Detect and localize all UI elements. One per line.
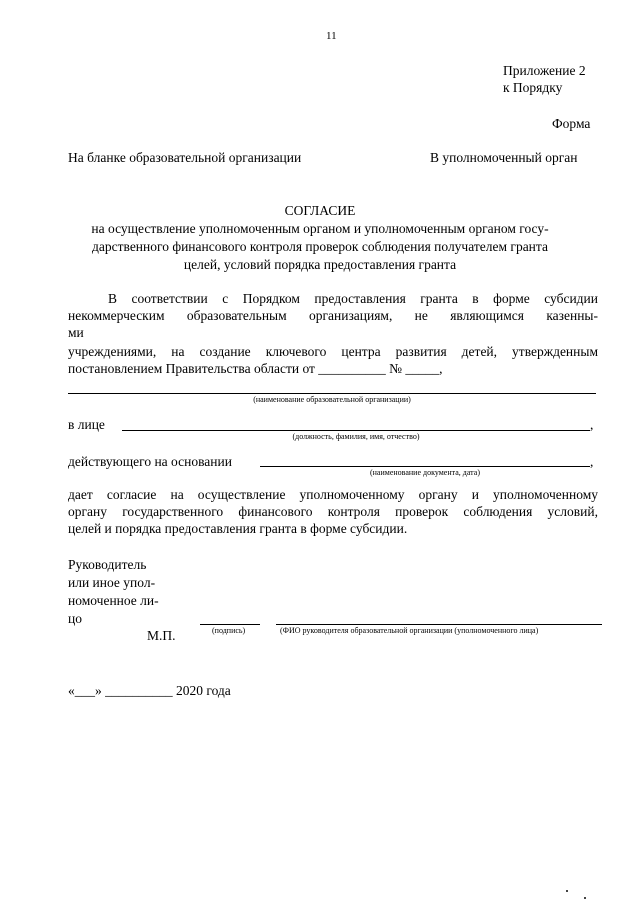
in-person-comma: ,	[590, 417, 594, 432]
scan-speck	[566, 890, 568, 892]
title-subline-2: дарственного финансового контроля проверок соблюдения получателем гранта	[92, 239, 548, 254]
in-person-line[interactable]	[122, 430, 590, 431]
scan-speck	[584, 897, 586, 899]
signer-title-line-1: Руководитель	[68, 557, 147, 572]
appendix-label: Приложение 2	[503, 63, 586, 78]
letterhead-note: На бланке образовательной организации	[68, 150, 302, 165]
signature-caption: (подпись)	[212, 626, 246, 635]
form-label: Форма	[552, 116, 591, 131]
basis-label: действующего на основании	[68, 454, 232, 469]
basis-line[interactable]	[260, 466, 590, 467]
basis-comma: ,	[590, 454, 594, 469]
paragraph-2-line-1: дает согласие на осуществление уполномоченному органу и уполномоченному	[68, 487, 598, 502]
paragraph-2-line-3: целей и порядка предоставления гранта в форме субсидии.	[68, 521, 408, 536]
appendix-reference: к Порядку	[503, 80, 563, 95]
paragraph-1-line-3: ми	[68, 325, 84, 340]
paragraph-1-line-5: постановлением Правительства области от __________ № _____,	[68, 361, 443, 376]
stamp-placeholder: М.П.	[147, 628, 176, 643]
signer-name-caption: (ФИО руководителя образовательной организации (уполномоченного лица)	[280, 626, 539, 635]
addressee: В уполномоченный орган	[430, 150, 578, 165]
signer-name-line[interactable]	[276, 624, 602, 625]
basis-caption: (наименование документа, дата)	[369, 468, 480, 477]
paragraph-2-line-2: органу государственного финансового контроля проверок соблюдения условий,	[68, 504, 598, 519]
paragraph-1-line-2: некоммерческим образовательным организациям, не являющимся казенны-	[68, 308, 598, 323]
page-number: 11	[326, 30, 337, 42]
title-subline-3: целей, условий порядка предоставления гранта	[183, 257, 457, 272]
in-person-label: в лице	[68, 417, 105, 432]
organization-name-caption: (наименование образовательной организации)	[253, 395, 411, 404]
organization-name-line[interactable]	[68, 393, 596, 394]
signer-title-line-4: цо	[68, 611, 82, 626]
signer-title-line-2: или иное упол-	[68, 575, 156, 590]
signer-title-line-3: номоченное ли-	[68, 593, 159, 608]
date-line[interactable]: «___» __________ 2020 года	[68, 683, 231, 698]
title-subline-1: на осуществление уполномоченным органом и уполномоченным органом госу-	[91, 221, 549, 236]
paragraph-1-line-1: В соответствии с Порядком предоставления гранта в форме субсидии	[108, 291, 598, 306]
document-title: СОГЛАСИЕ	[284, 203, 356, 218]
in-person-caption: (должность, фамилия, имя, отчество)	[292, 432, 420, 441]
signature-line[interactable]	[200, 624, 260, 625]
paragraph-1-line-4: учреждениями, на создание ключевого центра развития детей, утвержденным	[68, 344, 598, 359]
